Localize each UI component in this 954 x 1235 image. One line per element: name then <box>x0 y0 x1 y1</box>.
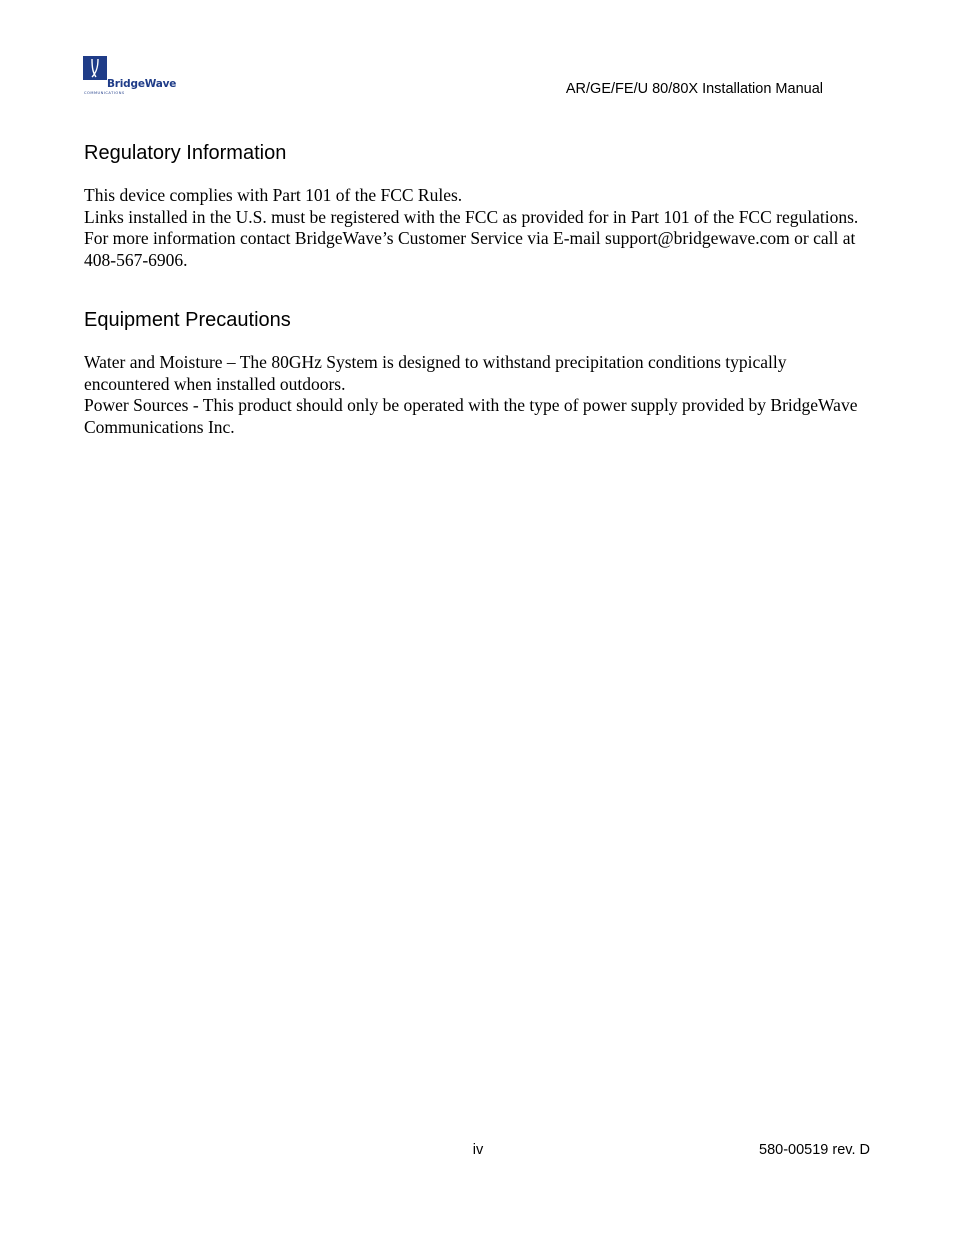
regulatory-paragraph-2: Links installed in the U.S. must be registered with the FCC as provided for in Part 101 of the FCC regulations. For more information contact BridgeWave’s Customer Service via E-mail support@bridgewave.com or call at 408-567-6906. <box>84 206 859 270</box>
regulatory-paragraph-1: This device complies with Part 101 of the FCC Rules. <box>84 185 463 205</box>
bridgewave-logo-icon <box>83 56 107 80</box>
precautions-body <box>84 352 864 438</box>
regulatory-heading: Regulatory Information <box>84 142 287 164</box>
precautions-paragraph-1: Water and Moisture – The 80GHz System is designed to withstand precipitation conditions typically encountered when installed outdoors. <box>84 352 787 394</box>
logo-brand-text: BridgeWave <box>107 78 177 90</box>
document-id: 580-00519 rev. D <box>759 1142 870 1158</box>
page-number: iv <box>472 1142 484 1158</box>
precautions-heading: Equipment Precautions <box>84 309 291 331</box>
precautions-paragraph-2: Power Sources - This product should only be operated with the type of power supply provided by BridgeWave Communications Inc. <box>84 395 858 437</box>
bridgewave-logo <box>83 54 183 100</box>
logo-tagline: COMMUNICATIONS <box>84 91 125 95</box>
regulatory-body <box>84 185 864 271</box>
manual-title: AR/GE/FE/U 80/80X Installation Manual <box>565 81 823 97</box>
